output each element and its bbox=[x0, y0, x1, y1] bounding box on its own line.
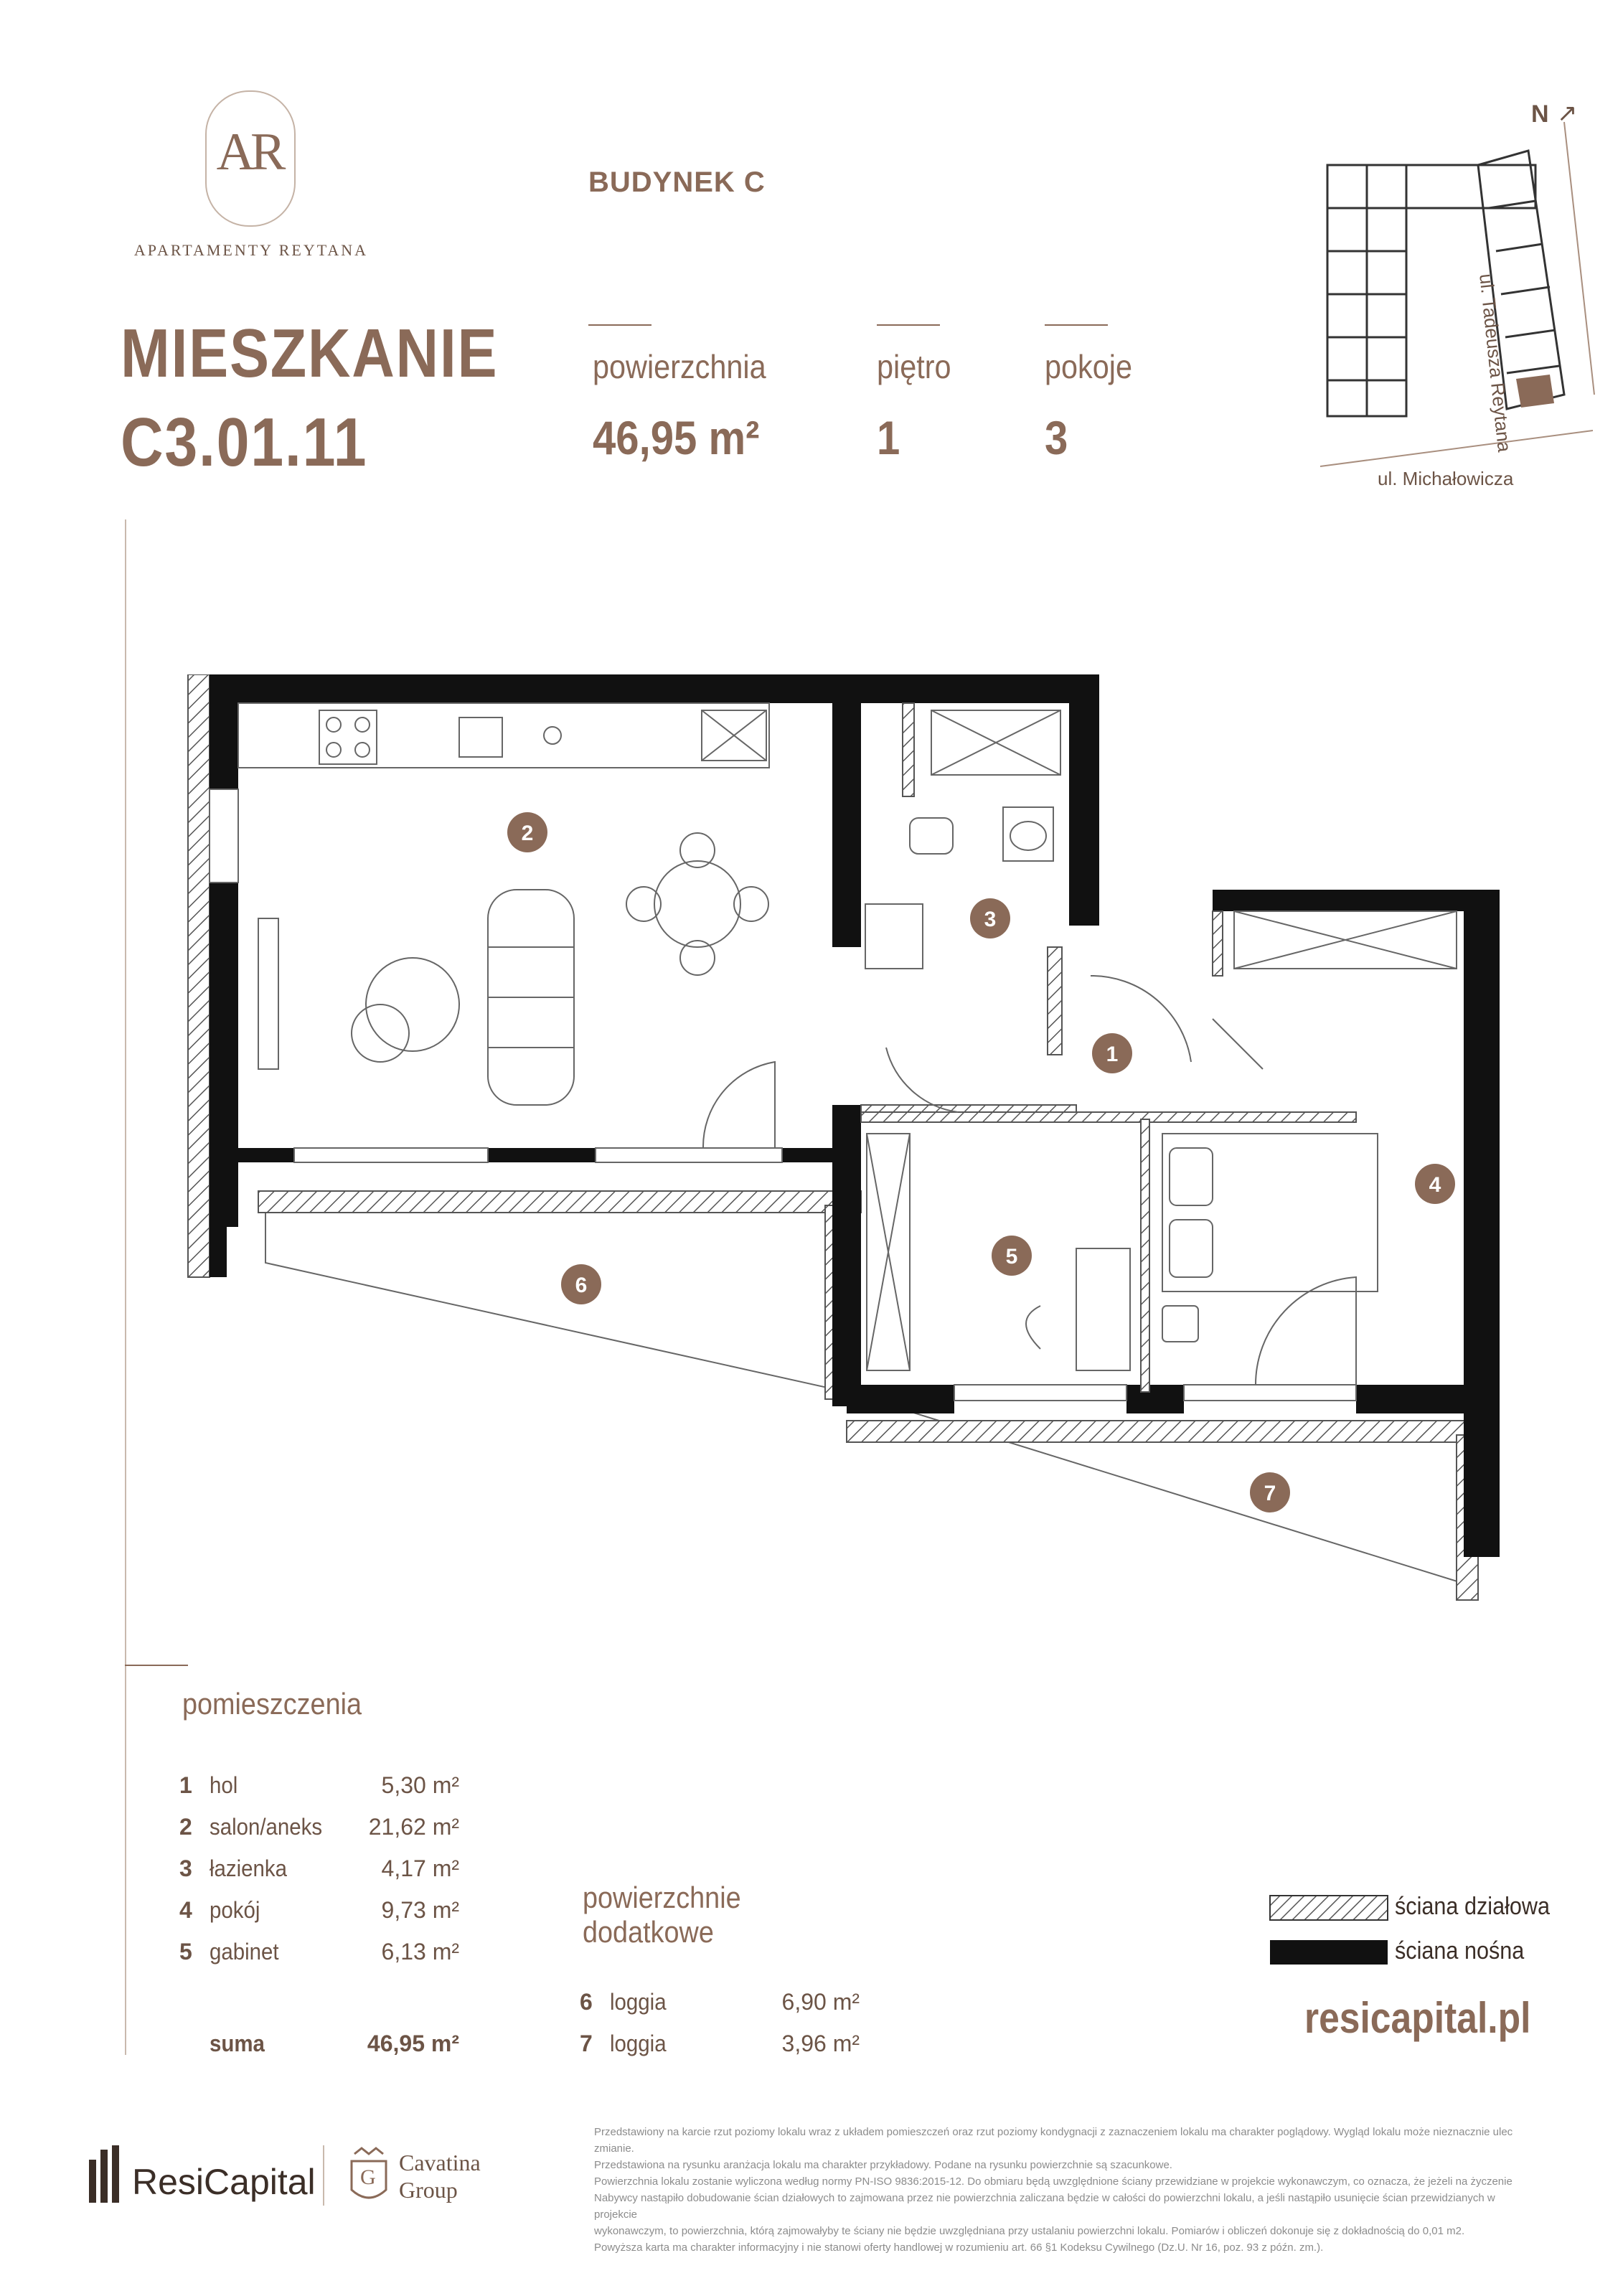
website-link[interactable]: resicapital.pl bbox=[1304, 1994, 1531, 2042]
room-name: hol bbox=[210, 1772, 238, 1798]
room-number: 1 bbox=[179, 1772, 192, 1798]
room-row bbox=[179, 1814, 459, 1843]
cavatina-line1: Cavatina bbox=[399, 2150, 481, 2175]
disclaimer-line: Przedstawiona na rysunku aranżacja lokalu ma charakter przykładowy. Podane na rysunku powierzchnie są szacunkowe. bbox=[594, 2159, 1172, 2171]
extra-heading-1: powierzchnie bbox=[583, 1881, 741, 1914]
extra-name: loggia bbox=[610, 1989, 667, 2015]
svg-text:G: G bbox=[360, 2165, 376, 2189]
resicapital-name: ResiCapital bbox=[132, 2162, 316, 2202]
room-area: 5,30 m² bbox=[381, 1772, 459, 1798]
resicapital-logo-icon bbox=[89, 2145, 125, 2203]
building-label: BUDYNEK C bbox=[588, 166, 766, 198]
legend-partition-swatch bbox=[1269, 1894, 1391, 1923]
disclaimer-line: Przedstawiony na karcie rzut poziomy lokalu wraz z układem pomieszczeń oraz rzut poziomy kondygnacji z zaznaczeniem lokalu ma charakter poglądowy. Wygląd lokalu może nieznacznie ulec zmianie. bbox=[594, 2126, 1513, 2155]
rooms-heading: pomieszczenia bbox=[182, 1687, 362, 1721]
rooms-total-row bbox=[179, 2031, 459, 2059]
extra-name: loggia bbox=[610, 2031, 667, 2056]
stat-divider bbox=[1045, 324, 1108, 326]
disclaimer-line: Powierzchnia lokalu zostanie wyliczona według normy PN-ISO 9836:2015-12. Do obmiaru będą uwzględnione ściany przewidziane w projekcie wykonawczym, co oznacza, że jeżeli na życzenie bbox=[594, 2175, 1513, 2188]
room-row bbox=[179, 1939, 459, 1967]
apartment-title: MIESZKANIE bbox=[121, 315, 499, 392]
site-map bbox=[1313, 93, 1600, 495]
legend-bearing-swatch bbox=[1270, 1940, 1388, 1965]
north-arrow-icon: ↗ bbox=[1557, 100, 1578, 127]
stat-area-value: 46,95 m² bbox=[593, 411, 760, 464]
legend-bearing-label: ściana nośna bbox=[1395, 1937, 1525, 1965]
legend-partition-label: ściana działowa bbox=[1395, 1893, 1551, 1920]
rooms-divider bbox=[125, 1665, 188, 1666]
extra-heading-2: dodatkowe bbox=[583, 1915, 714, 1949]
cavatina-line2: Group bbox=[399, 2177, 458, 2203]
left-rule bbox=[125, 519, 126, 2055]
room-area: 21,62 m² bbox=[368, 1814, 459, 1840]
badge-7: 7 bbox=[1264, 1482, 1276, 1505]
extra-number: 7 bbox=[580, 2031, 593, 2056]
badge-4: 4 bbox=[1429, 1173, 1441, 1197]
floor-plan bbox=[179, 674, 1521, 1636]
room-number: 2 bbox=[179, 1814, 192, 1840]
stat-rooms-value: 3 bbox=[1045, 411, 1068, 464]
room-name: gabinet bbox=[210, 1939, 279, 1965]
street-east-label: ul. Tadeusza Reytana bbox=[1475, 273, 1516, 453]
disclaimer bbox=[594, 2124, 1527, 2256]
disclaimer-line: wykonawczym, to powierzchnia, którą zajmowałyby te ściany nie będzie uwzględniana przy ustalaniu powierzchni lokalu. Pomiarów i obliczeń dokonuje się z dokładnością do 0,01 m2. bbox=[594, 2225, 1465, 2237]
stat-floor-label: piętro bbox=[877, 348, 951, 385]
cavatina-logo-icon bbox=[347, 2147, 390, 2204]
badge-5: 5 bbox=[1005, 1245, 1018, 1269]
extra-row bbox=[580, 1989, 860, 2018]
room-number: 3 bbox=[179, 1855, 192, 1881]
badge-3: 3 bbox=[984, 908, 997, 931]
street-south-label: ul. Michałowicza bbox=[1378, 468, 1514, 489]
room-area: 4,17 m² bbox=[381, 1855, 459, 1881]
badge-1: 1 bbox=[1106, 1043, 1119, 1066]
footer-divider bbox=[323, 2145, 324, 2206]
stat-divider bbox=[588, 324, 651, 326]
room-row bbox=[179, 1897, 459, 1926]
brand-monogram: AR bbox=[216, 123, 282, 182]
rooms-total-value: 46,95 m² bbox=[367, 2031, 459, 2056]
disclaimer-line: Powyższa karta ma charakter informacyjny i nie stanowi oferty handlowej w rozumieniu art. 66 §1 Kodeksu Cywilnego (Dz.U. Nr 16, poz. 93 z późn. zm.). bbox=[594, 2241, 1324, 2254]
room-name: salon/aneks bbox=[210, 1814, 323, 1840]
room-row bbox=[179, 1855, 459, 1884]
room-name: łazienka bbox=[210, 1855, 288, 1881]
badge-2: 2 bbox=[521, 822, 534, 845]
rooms-total-label: suma bbox=[210, 2031, 265, 2056]
stat-rooms-label: pokoje bbox=[1045, 348, 1133, 385]
extra-number: 6 bbox=[580, 1989, 593, 2015]
room-area: 6,13 m² bbox=[381, 1939, 459, 1965]
room-row bbox=[179, 1772, 459, 1801]
brand-name: APARTAMENTY REYTANA bbox=[133, 241, 369, 259]
stat-floor-value: 1 bbox=[877, 411, 900, 464]
room-name: pokój bbox=[210, 1897, 260, 1923]
north-label: N bbox=[1531, 100, 1549, 128]
badge-6: 6 bbox=[575, 1274, 588, 1297]
extra-row bbox=[580, 2031, 860, 2059]
apartment-number: C3.01.11 bbox=[121, 404, 368, 481]
extra-area: 6,90 m² bbox=[781, 1989, 860, 2015]
disclaimer-line: Nabywcy nastąpiło dobudowanie ścian działowych to zajmowana przez nie powierzchnia zaliczana będzie w całości do powierzchni lokalu, a jeśli nastąpiło usunięcie ścian przewidzianych w projekcie bbox=[594, 2192, 1495, 2221]
room-number: 5 bbox=[179, 1939, 192, 1965]
room-area: 9,73 m² bbox=[381, 1897, 459, 1923]
stat-divider bbox=[877, 324, 940, 326]
stat-area-label: powierzchnia bbox=[593, 348, 766, 385]
room-number: 4 bbox=[179, 1897, 192, 1923]
extra-area: 3,96 m² bbox=[781, 2031, 860, 2056]
